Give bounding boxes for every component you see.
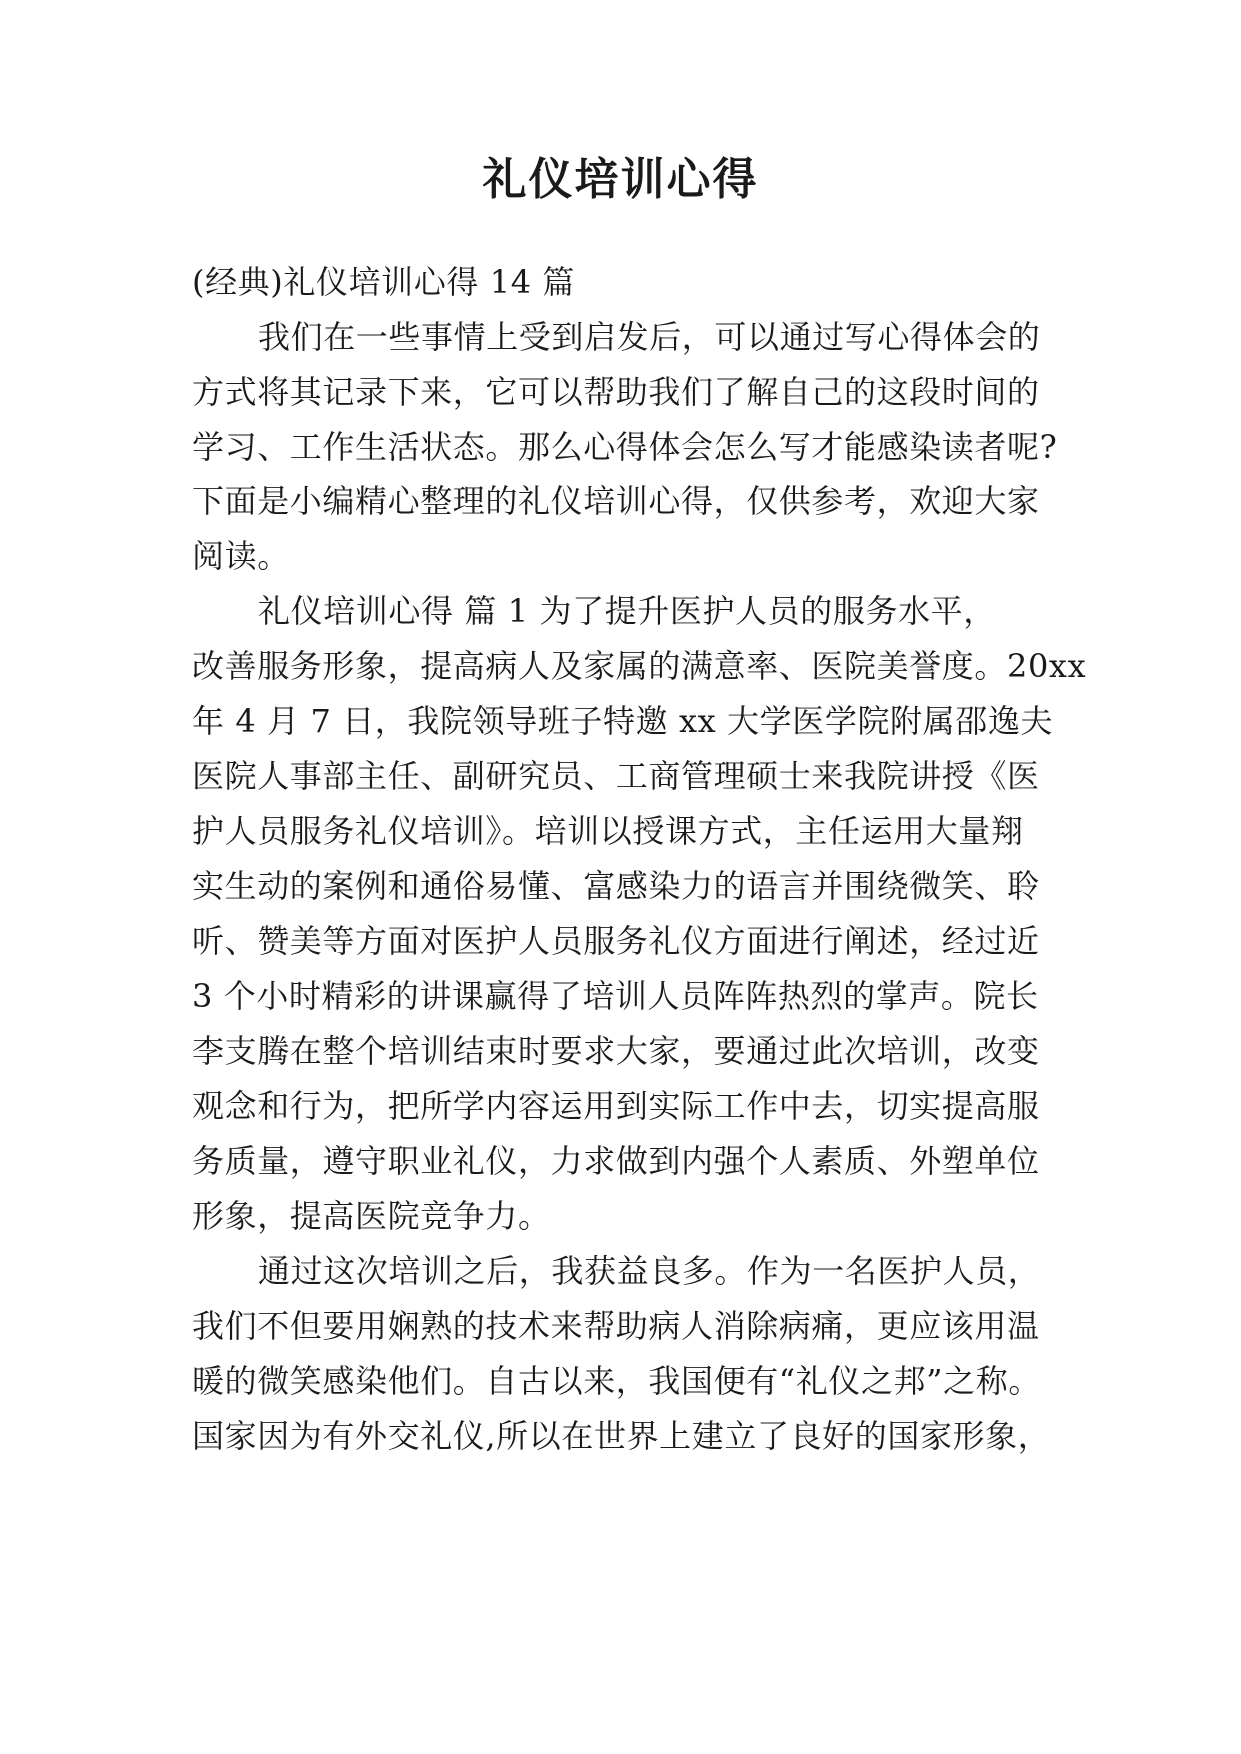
paragraph-line: 下面是小编精心整理的礼仪培训心得，仅供参考，欢迎大家: [192, 482, 1040, 520]
paragraph-line: 医院人事部主任、副研究员、工商管理硕士来我院讲授《医: [192, 757, 1040, 795]
paragraph-line: 务质量，遵守职业礼仪，力求做到内强个人素质、外塑单位: [192, 1142, 1040, 1180]
paragraph-line: 方式将其记录下来，它可以帮助我们了解自己的这段时间的: [192, 373, 1040, 411]
paragraph-line: 形象，提高医院竞争力。: [192, 1197, 551, 1235]
paragraph-line: 李支腾在整个培训结束时要求大家，要通过此次培训，改变: [192, 1032, 1040, 1070]
paragraph-line: 学习、工作生活状态。那么心得体会怎么写才能感染读者呢?: [192, 428, 1058, 466]
paragraph-line: 国家因为有外交礼仪,所以在世界上建立了良好的国家形象，: [192, 1417, 1051, 1455]
paragraph-line: 我们在一些事情上受到启发后，可以通过写心得体会的: [258, 318, 1041, 356]
paragraph-line: 阅读。: [192, 537, 290, 575]
paragraph-line: 年 4 月 7 日，我院领导班子特邀 xx 大学医学院附属邵逸夫: [192, 702, 1054, 740]
paragraph-line: 护人员服务礼仪培训》。培训以授课方式，主任运用大量翔: [192, 812, 1024, 850]
paragraph-line: 通过这次培训之后，我获益良多。作为一名医护人员，: [258, 1252, 1041, 1290]
paragraph-line: 观念和行为，把所学内容运用到实际工作中去，切实提高服: [192, 1087, 1040, 1125]
document-title: 礼仪培训心得: [482, 154, 759, 205]
paragraph-line: 礼仪培训心得 篇 1 为了提升医护人员的服务水平，: [258, 592, 996, 630]
subtitle-line: (经典)礼仪培训心得 14 篇: [192, 263, 576, 301]
paragraph-line: 实生动的案例和通俗易懂、富感染力的语言并围绕微笑、聆: [192, 867, 1040, 905]
paragraph-line: 3 个小时精彩的讲课赢得了培训人员阵阵热烈的掌声。院长: [192, 977, 1039, 1015]
paragraph-line: 改善服务形象，提高病人及家属的满意率、医院美誉度。20xx: [192, 647, 1087, 685]
paragraph-line: 我们不但要用娴熟的技术来帮助病人消除病痛，更应该用温: [192, 1307, 1040, 1345]
paragraph-line: 听、赞美等方面对医护人员服务礼仪方面进行阐述，经过近: [192, 922, 1040, 960]
paragraph-line: 暖的微笑感染他们。自古以来，我国便有“礼仪之邦”之称。: [192, 1362, 1041, 1400]
